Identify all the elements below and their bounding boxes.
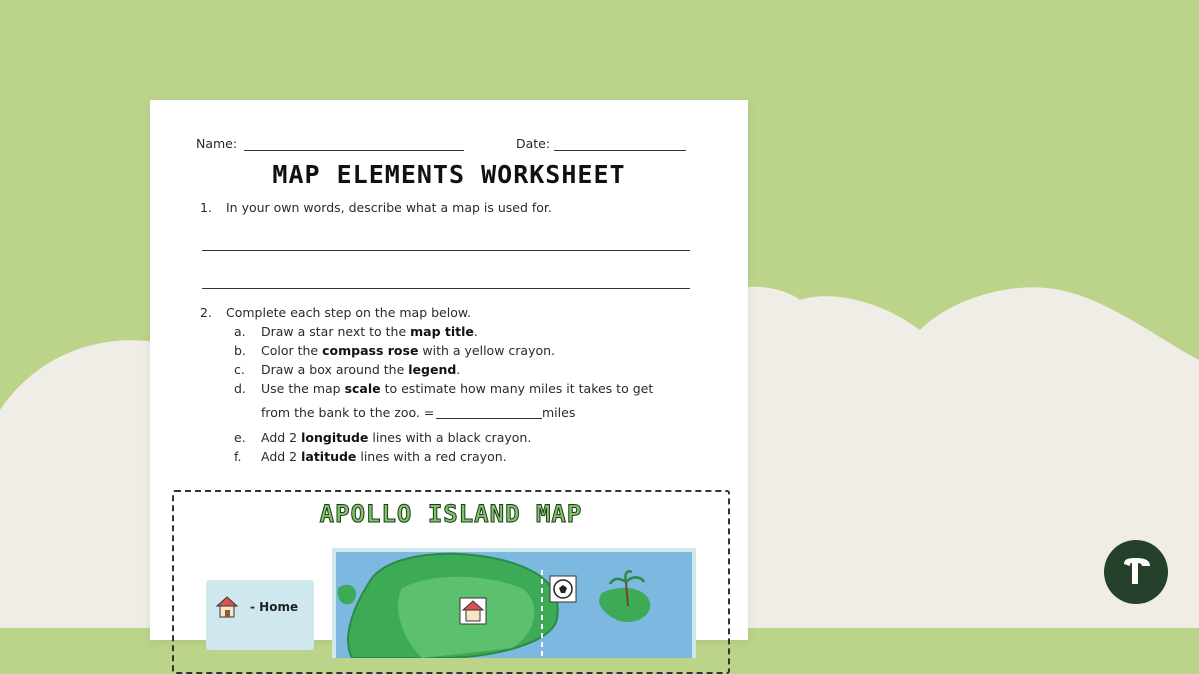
date-blank-line[interactable] bbox=[554, 150, 686, 151]
step-letter: d. bbox=[234, 381, 246, 396]
step-text-post: lines with a black crayon. bbox=[368, 430, 532, 445]
map-frame bbox=[172, 490, 730, 674]
island-map bbox=[332, 548, 696, 658]
step-d-line2-suffix: miles bbox=[542, 405, 576, 420]
step-text-pre: Draw a star next to the bbox=[261, 324, 411, 339]
step-text-post: with a yellow crayon. bbox=[418, 343, 556, 358]
step-letter: a. bbox=[234, 324, 246, 339]
date-label: Date: bbox=[516, 136, 551, 151]
house-icon bbox=[214, 594, 240, 620]
step-letter: e. bbox=[234, 430, 246, 445]
step-text-post: lines with a red crayon. bbox=[356, 449, 507, 464]
step-keyword: scale bbox=[344, 381, 381, 396]
step-letter: b. bbox=[234, 343, 246, 358]
step-text bbox=[261, 362, 460, 377]
map-title: APOLLO ISLAND MAP bbox=[319, 500, 583, 528]
q2-number: 2. bbox=[200, 305, 212, 320]
q1-answer-line-1[interactable] bbox=[202, 250, 690, 251]
step-text bbox=[261, 381, 653, 396]
q1-answer-line-2[interactable] bbox=[202, 288, 690, 289]
map-legend bbox=[206, 580, 314, 650]
step-keyword: legend bbox=[408, 362, 457, 377]
name-blank-line[interactable] bbox=[244, 150, 464, 151]
step-text bbox=[261, 343, 555, 358]
brand-logo-icon[interactable] bbox=[1104, 540, 1168, 604]
step-text-pre: Use the map bbox=[261, 381, 345, 396]
step-text bbox=[261, 430, 531, 445]
soccer-ball-icon bbox=[550, 576, 576, 602]
brand-mark-icon bbox=[1104, 540, 1168, 604]
house-icon bbox=[460, 598, 486, 624]
step-text-pre: Color the bbox=[261, 343, 323, 358]
step-text-pre: Add 2 bbox=[261, 449, 302, 464]
step-text-pre: Draw a box around the bbox=[261, 362, 409, 377]
step-text bbox=[261, 449, 507, 464]
step-text-pre: Add 2 bbox=[261, 430, 302, 445]
q1-text: In your own words, describe what a map is used for. bbox=[226, 200, 552, 215]
worksheet-page bbox=[150, 100, 748, 640]
step-text bbox=[261, 324, 478, 339]
q1-number: 1. bbox=[200, 200, 212, 215]
step-text-post: to estimate how many miles it takes to get bbox=[380, 381, 654, 396]
legend-home-label: - Home bbox=[250, 600, 299, 614]
page-title: MAP ELEMENTS WORKSHEET bbox=[272, 160, 626, 189]
miles-answer-line[interactable] bbox=[436, 418, 542, 419]
step-keyword: latitude bbox=[301, 449, 357, 464]
step-text-post: . bbox=[473, 324, 478, 339]
step-text-post: . bbox=[456, 362, 461, 377]
step-keyword: compass rose bbox=[322, 343, 419, 358]
step-keyword: map title bbox=[410, 324, 474, 339]
step-d-line2-prefix: from the bank to the zoo. = bbox=[261, 405, 435, 420]
step-keyword: longitude bbox=[301, 430, 369, 445]
q2-text: Complete each step on the map below. bbox=[226, 305, 471, 320]
step-letter: c. bbox=[234, 362, 245, 377]
name-label: Name: bbox=[196, 136, 238, 151]
step-letter: f. bbox=[234, 449, 242, 464]
